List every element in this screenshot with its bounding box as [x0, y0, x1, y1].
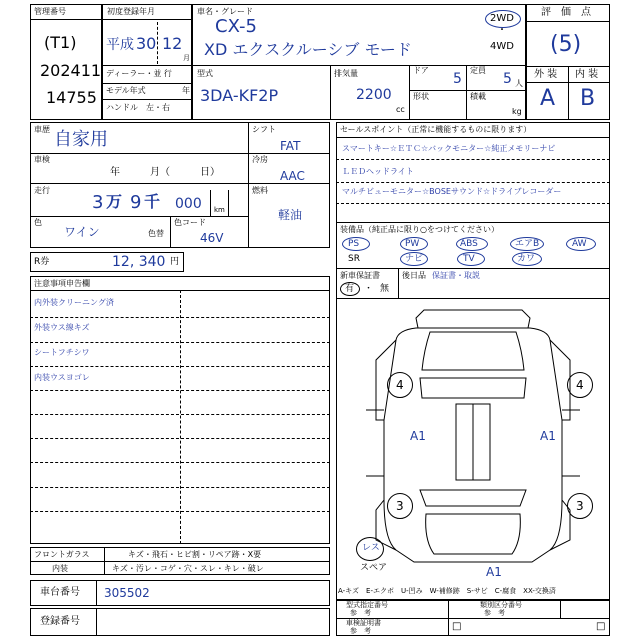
score-label: 評 価 点	[541, 7, 591, 18]
capacity-unit: 人	[515, 79, 523, 88]
score: (5)	[550, 32, 582, 57]
note-item: 内外装クリーニング済	[34, 298, 114, 307]
interior-grade: B	[580, 86, 596, 111]
mgmt-date: 202411	[40, 61, 102, 80]
damage-mark: A1	[486, 565, 502, 579]
equip-ps: PS	[348, 239, 360, 249]
recycle-amount: 12, 340	[112, 254, 166, 270]
equip-pw: PW	[405, 239, 420, 249]
first-reg-label: 初度登録年月	[107, 7, 155, 16]
dealer-label: ディーラー・並 行	[106, 69, 172, 78]
model-year-label: モデル年式	[106, 86, 146, 95]
equip-navi: ナビ	[405, 254, 424, 264]
rust-note: レス	[362, 543, 380, 553]
fuel: 軽油	[278, 208, 303, 222]
mileage-unit2: 千	[144, 192, 161, 211]
equipment-label: 装備品（純正品に限り○をつけてください）	[340, 225, 499, 234]
color-label: 色	[34, 218, 42, 227]
reg-year: 30	[136, 34, 157, 53]
model-type: 3DA-KF2P	[200, 86, 279, 105]
ac-label: 冷房	[252, 155, 268, 164]
chassis-label: 車台番号	[40, 587, 80, 598]
equip-sr: SR	[348, 254, 360, 264]
equip-aw: AW	[572, 239, 587, 249]
spare-label: スペア	[360, 563, 388, 573]
grade: XD エクスクルーシブ モード	[204, 40, 412, 59]
chassis-number: 305502	[104, 586, 150, 600]
handle-label: ハンドル 左・右	[106, 103, 170, 112]
purpose: 自家用	[54, 129, 108, 150]
doors: 5	[453, 71, 462, 87]
reg-label: 登録番号	[40, 616, 80, 627]
interior-label-bottom: 内装	[52, 564, 68, 573]
shift: FAT	[280, 139, 301, 153]
warranty-yes: 有	[345, 284, 355, 294]
mileage-digit2: 9	[130, 192, 142, 213]
color-code-label: 色コード	[174, 218, 206, 227]
note-item: 内装ウスヨゴレ	[34, 373, 90, 382]
displacement: 2200	[356, 87, 392, 103]
later-items-value: 保証書・取説	[432, 271, 480, 280]
note-item: 外装ウス線キズ	[34, 323, 90, 332]
load-unit: kg	[512, 107, 522, 116]
era: 平成	[106, 37, 134, 53]
damage-mark: 4	[576, 378, 584, 392]
notes-label: 注意事項申告欄	[34, 279, 90, 288]
damage-legend: A-キズ E-エクボ U-凹み W-補修跡 S-サビ C-腐食 XX-交換済	[338, 587, 556, 595]
inspection-cert-label: 車検証明書	[346, 619, 381, 627]
mileage-unit1: 万	[106, 192, 123, 211]
color-code: 46V	[200, 231, 224, 245]
damage-mark: 3	[576, 499, 584, 513]
new-car-warranty-label: 新車保証書	[340, 271, 380, 280]
mgmt-number: 14755	[46, 88, 97, 107]
mgmt-no-label: 管理番号	[34, 7, 66, 16]
inspection-label: 車検	[34, 155, 50, 164]
car-name: CX-5	[215, 16, 257, 37]
warranty-sep: ・	[364, 284, 374, 294]
interior-legend: キズ・汚レ・コゲ・穴・スレ・キレ・破レ	[112, 564, 264, 573]
capacity-label: 定員	[470, 66, 486, 75]
sales-points-label: セールスポイント（正常に機能するものに限ります）	[340, 125, 532, 134]
equip-airbag: エアB	[515, 239, 540, 249]
equip-leather: カワ	[517, 254, 536, 264]
type-approval-sub: 参 考	[350, 609, 371, 617]
front-glass-legend: キズ・飛石・ヒビ割・リペア跡・X要	[128, 550, 262, 559]
load-label: 積載	[470, 92, 486, 101]
model-type-label: 型式	[197, 69, 213, 78]
warranty-no: 無	[380, 284, 390, 294]
capacity: 5	[503, 71, 512, 87]
recycle-label: R券	[34, 257, 50, 267]
ref-mark: □	[596, 621, 606, 632]
recycle-unit: 円	[170, 257, 180, 267]
purpose-label: 車歴	[34, 125, 50, 134]
type-approval-label: 型式指定番号	[346, 601, 388, 609]
mileage-digit1: 3	[92, 192, 104, 213]
damage-mark: A1	[410, 429, 426, 443]
inspection-cert-sub: 参 考	[350, 627, 371, 635]
inspection-value: 年 月（ 日）	[110, 167, 220, 178]
color-change-label: 色替	[148, 229, 164, 238]
color: ワイン	[64, 225, 100, 239]
sales-point: スマートキー☆ＥＴＣ☆バックモニター☆純正メモリーナビ	[342, 144, 556, 153]
year-unit: 年	[182, 86, 190, 95]
displacement-unit: cc	[396, 105, 405, 114]
mgmt-code: (T1)	[44, 33, 77, 52]
damage-mark: 3	[396, 499, 404, 513]
mileage-km: km	[214, 206, 225, 214]
drive-dot: ・	[497, 25, 507, 36]
sales-point: ＬＥＤヘッドライト	[342, 167, 414, 176]
note-item: シートフチシワ	[34, 348, 90, 357]
interior-label: 内 装	[575, 69, 599, 80]
mileage-label: 走行	[34, 186, 50, 195]
exterior-label: 外 装	[534, 69, 558, 80]
reg-month: 12	[162, 34, 183, 53]
equip-tv: TV	[463, 254, 475, 264]
category-label: 類別区分番号	[480, 601, 522, 609]
ac: AAC	[280, 169, 305, 183]
front-glass-label: フロントガラス	[34, 550, 90, 559]
sales-point: マルチビューモニター☆BOSEサウンド☆ドライブレコーダー	[342, 187, 562, 196]
drive-4wd: 4WD	[490, 41, 514, 52]
fuel-label: 燃料	[252, 186, 268, 195]
damage-mark: 4	[396, 378, 404, 392]
doors-label: ドア	[413, 66, 429, 75]
ref-mark: □	[452, 621, 462, 632]
shift-label: シフト	[252, 125, 276, 134]
equip-abs: ABS	[460, 239, 478, 249]
month-unit: 月	[183, 54, 190, 62]
drive-2wd: 2WD	[490, 13, 514, 24]
mileage-rest: 000	[175, 196, 202, 212]
category-sub: 参 考	[484, 609, 505, 617]
shape-label: 形状	[413, 92, 429, 101]
damage-mark: A1	[540, 429, 556, 443]
exterior-grade: A	[540, 86, 556, 111]
name-grade-label: 車名・グレード	[197, 7, 253, 16]
later-items-label: 後日品	[402, 271, 426, 280]
displacement-label: 排気量	[334, 69, 358, 78]
